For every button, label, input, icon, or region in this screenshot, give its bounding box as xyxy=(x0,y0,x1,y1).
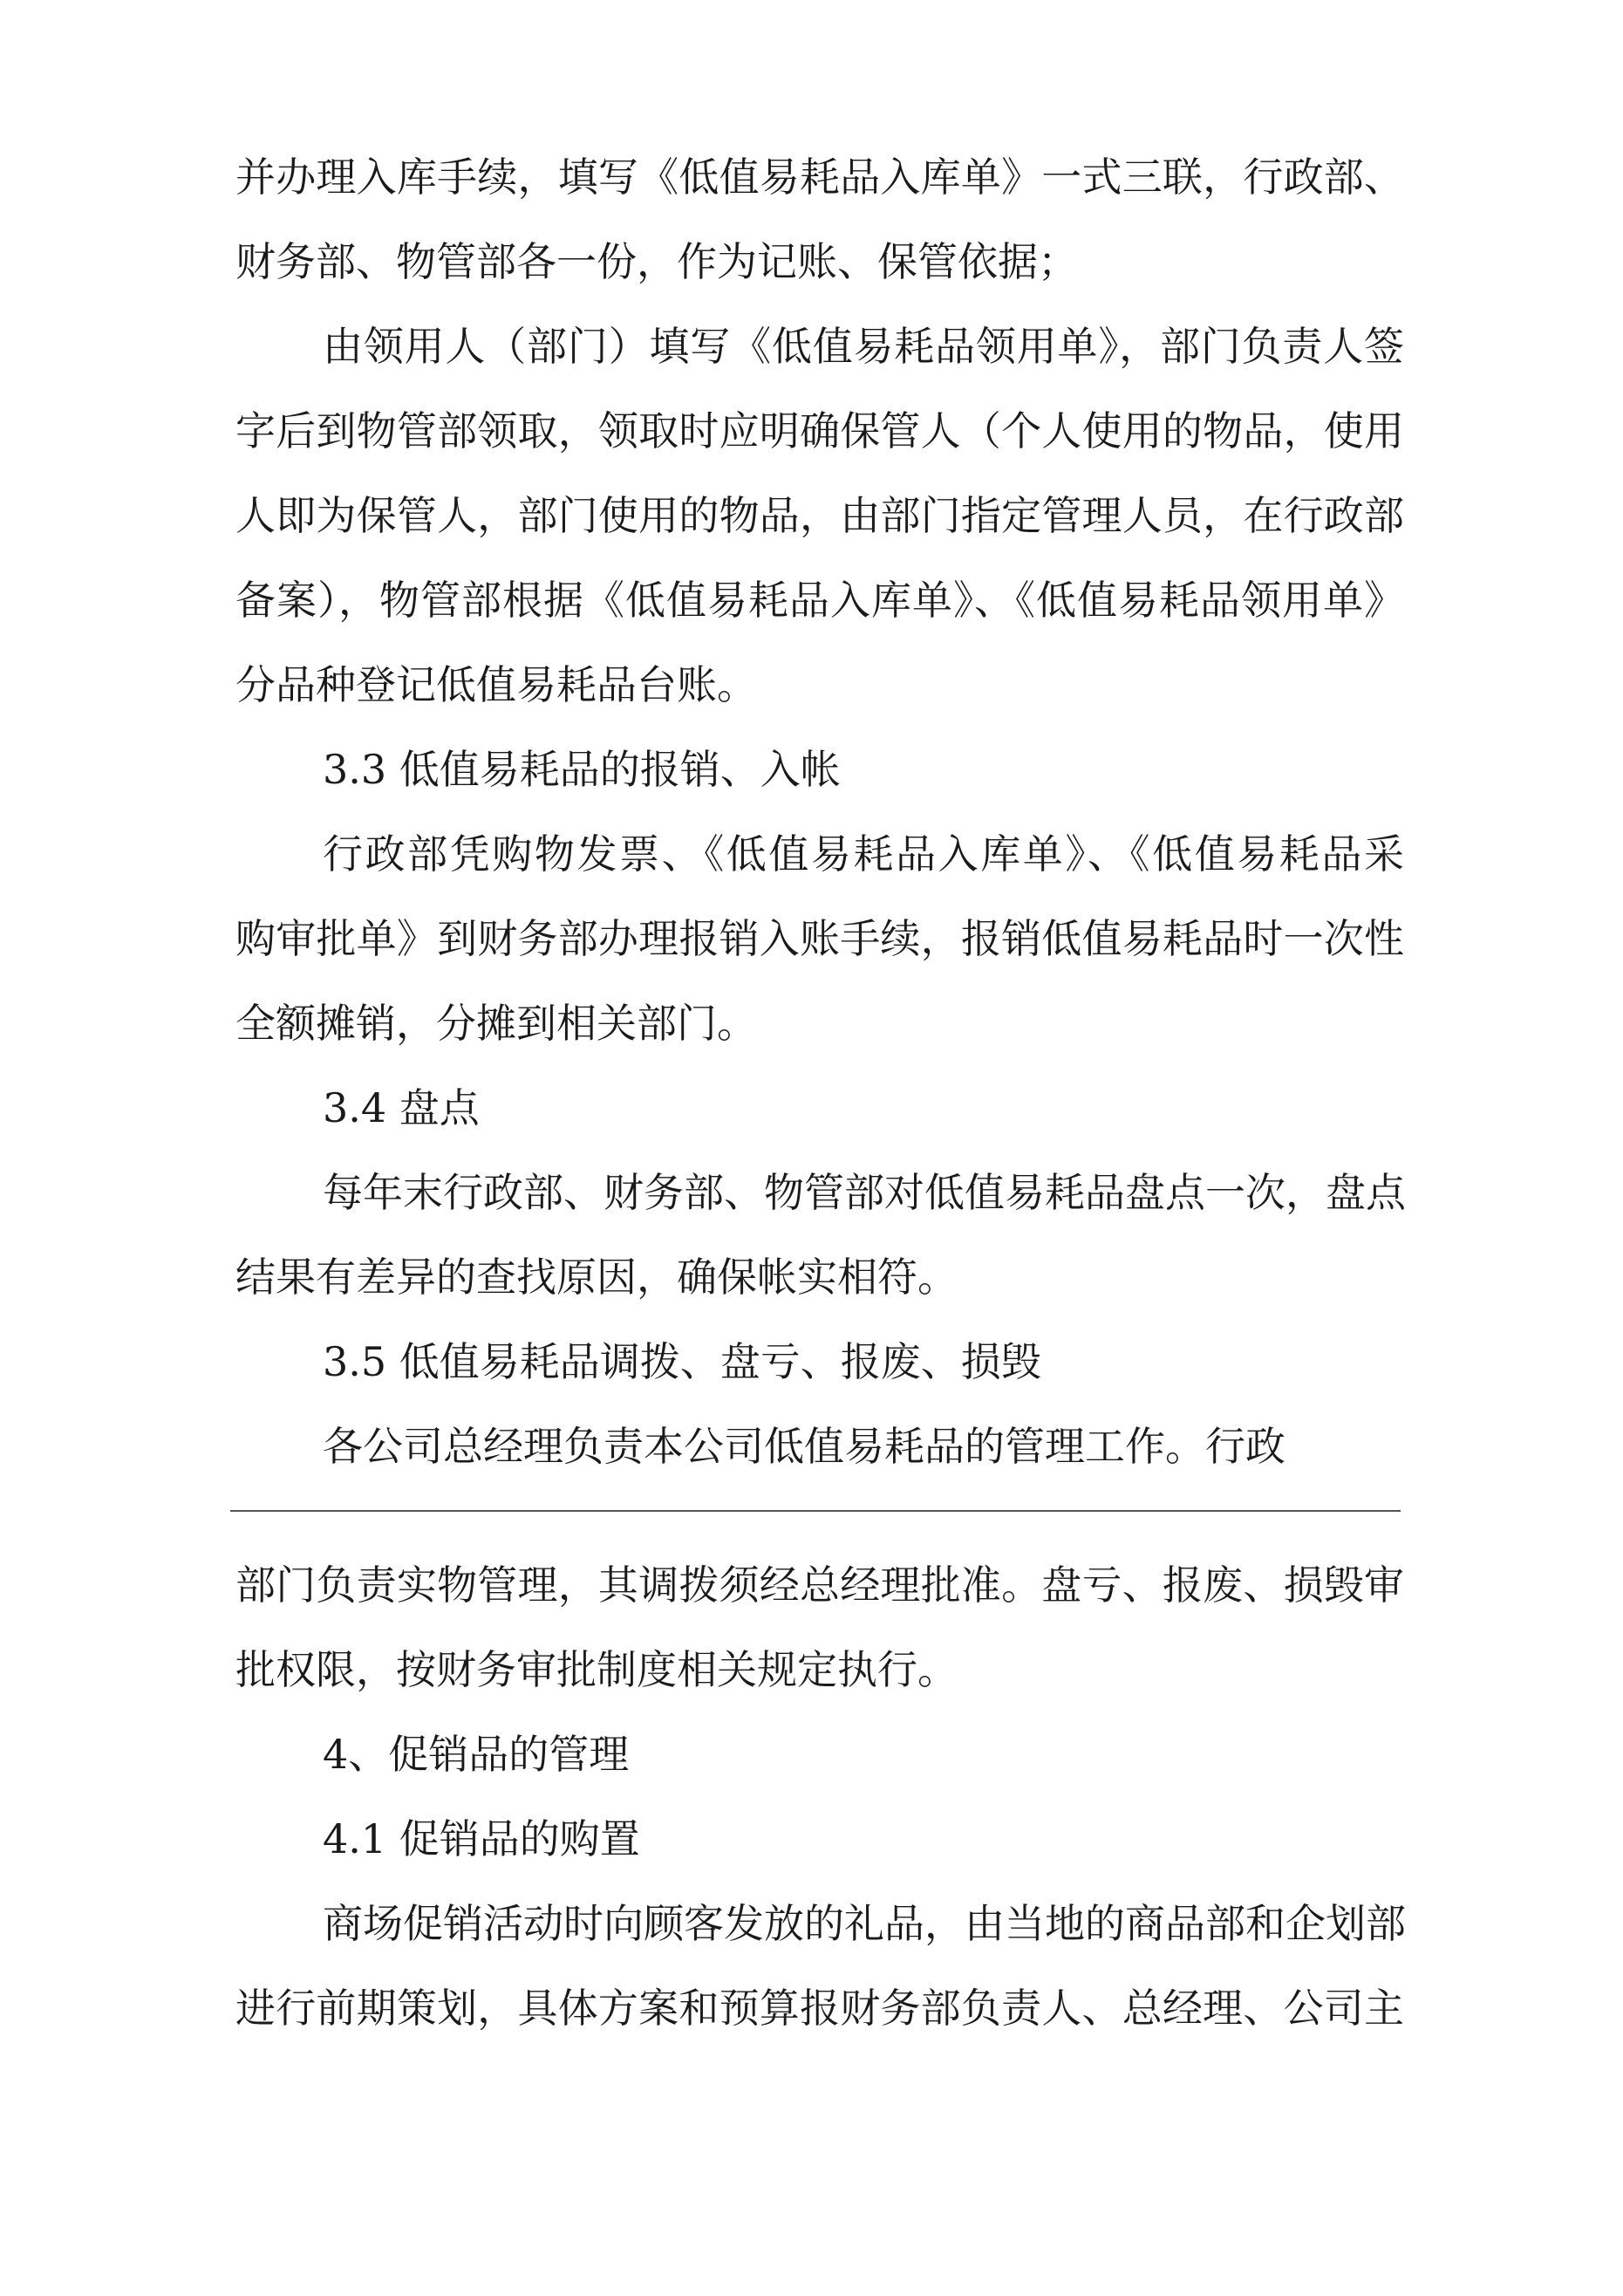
text-line: 商场促销活动时向顾客发放的礼品，由当地的商品部和企划部 xyxy=(323,1900,1406,1947)
page-divider xyxy=(230,1510,1401,1512)
text-line: 进行前期策划，具体方案和预算报财务部负责人、总经理、公司主 xyxy=(235,1985,1404,2032)
text-line: 人即为保管人，部门使用的物品，由部门指定管理人员，在行政部 xyxy=(235,492,1404,539)
section-heading: 3.5 低值易耗品调拨、盘亏、报废、损毁 xyxy=(323,1338,1041,1385)
section-heading: 3.3 低值易耗品的报销、入帐 xyxy=(323,746,841,793)
section-heading: 4、促销品的管理 xyxy=(323,1731,630,1778)
text-line: 全额摊销，分摊到相关部门。 xyxy=(235,1000,757,1047)
text-line: 行政部凭购物发票、《低值易耗品入库单》、《低值易耗品采 xyxy=(323,830,1404,878)
text-line: 每年末行政部、财务部、物管部对低值易耗品盘点一次，盘点 xyxy=(323,1169,1406,1216)
text-line: 财务部、物管部各一份，作为记账、保管依据； xyxy=(235,238,1078,285)
text-line: 由领用人（部门）填写《低值易耗品领用单》，部门负责人签 xyxy=(323,323,1404,370)
text-line: 备案），物管部根据《低值易耗品入库单》、《低值易耗品领用单》 xyxy=(235,577,1404,624)
text-line: 结果有差异的查找原因，确保帐实相符。 xyxy=(235,1254,958,1301)
text-line: 部门负责实物管理，其调拨须经总经理批准。盘亏、报废、损毁审 xyxy=(235,1561,1404,1609)
text-line: 字后到物管部领取，领取时应明确保管人（个人使用的物品，使用 xyxy=(235,407,1404,454)
text-line: 各公司总经理负责本公司低值易耗品的管理工作。行政 xyxy=(323,1423,1285,1470)
text-line: 购审批单》到财务部办理报销入账手续，报销低值易耗品时一次性 xyxy=(235,915,1404,962)
text-line: 分品种登记低值易耗品台账。 xyxy=(235,661,757,708)
text-line: 批权限，按财务审批制度相关规定执行。 xyxy=(235,1646,958,1693)
section-heading: 4.1 促销品的购置 xyxy=(323,1815,640,1862)
section-heading: 3.4 盘点 xyxy=(323,1084,480,1131)
text-line: 并办理入库手续，填写《低值易耗品入库单》一式三联，行政部、 xyxy=(235,154,1404,201)
